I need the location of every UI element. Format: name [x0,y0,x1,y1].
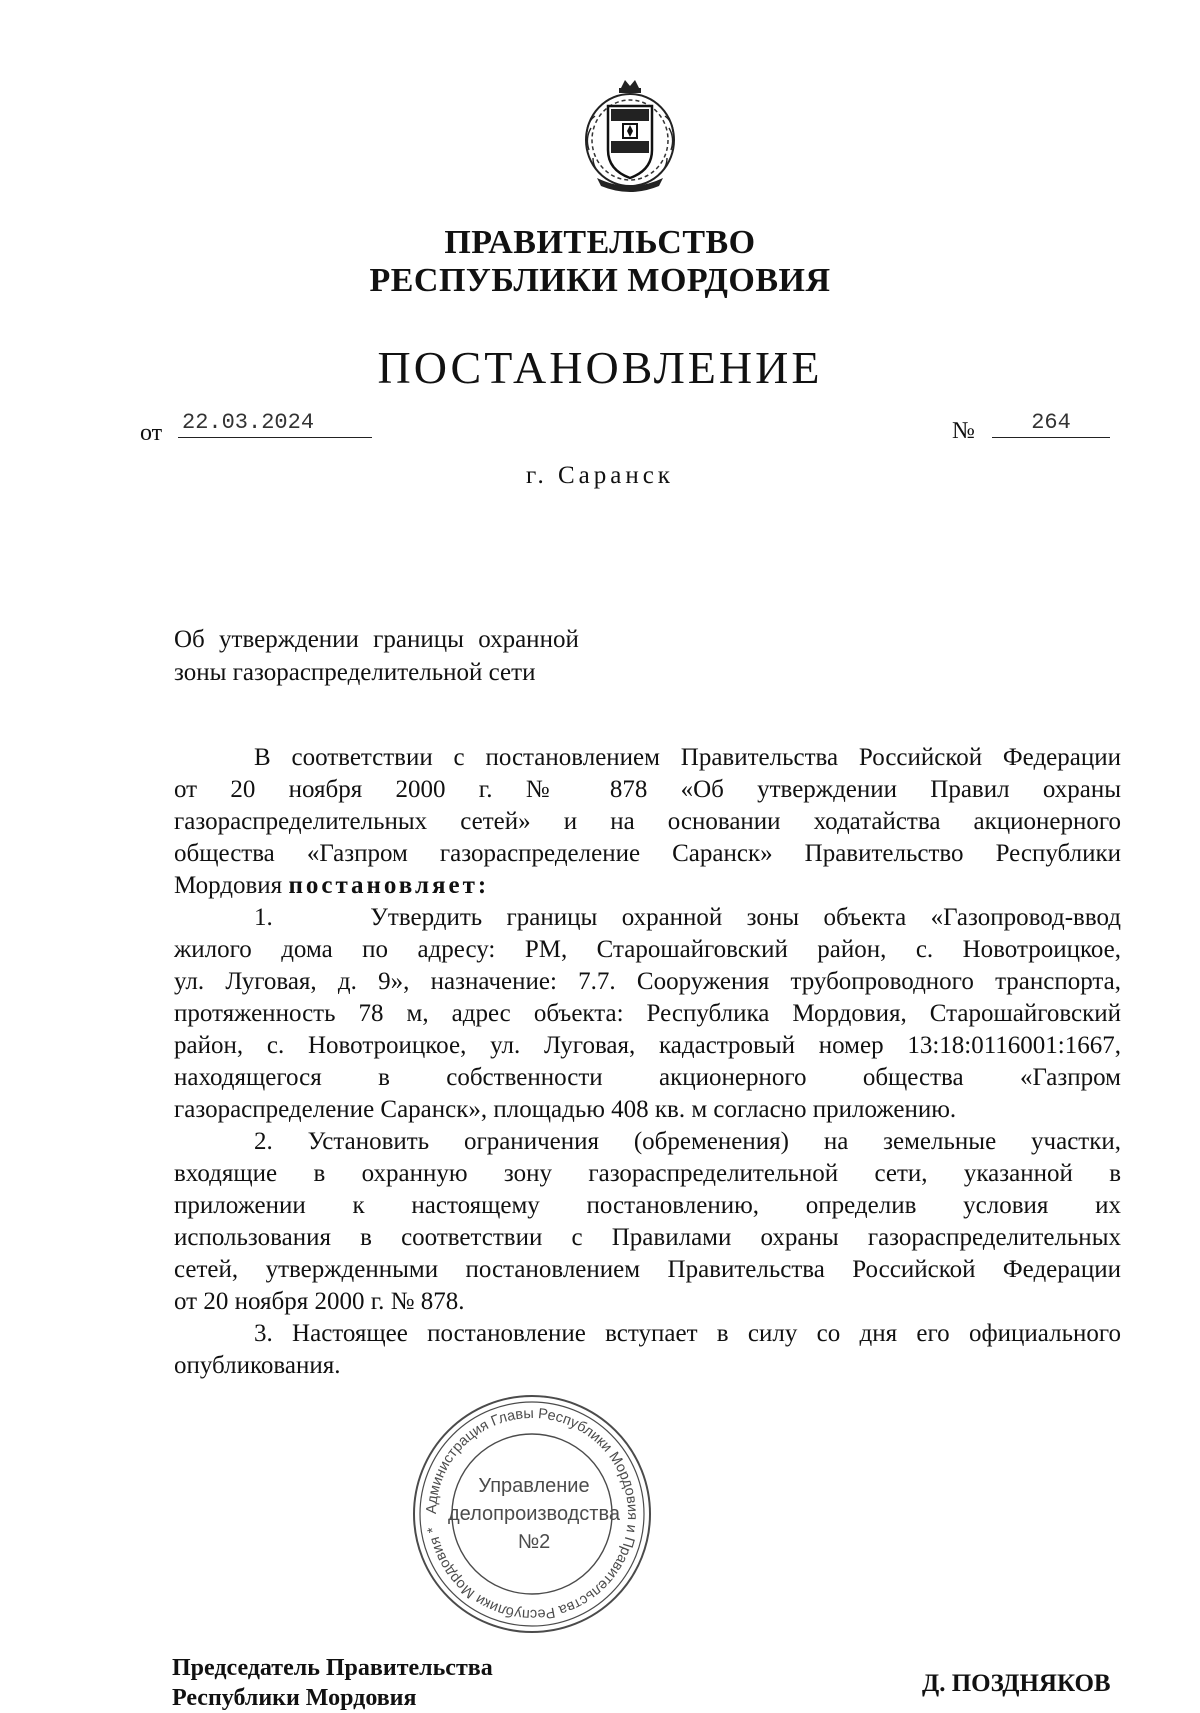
preamble-line: от 20 ноября 2000 г. № 878 «Об утверждении Правил охраны [174,776,1121,803]
government-title-line1: ПРАВИТЕЛЬСТВО [444,224,756,261]
official-stamp [410,1392,654,1636]
item1-line: 1. Утвердить границы охранной зоны объекта «Газопровод-ввод [254,904,1121,931]
item2-line: 2. Установить ограничения (обременения) на земельные участки, [254,1128,1121,1155]
decree-word: постановляет: [288,872,490,899]
preamble-last-line [174,870,1121,902]
item2-line: приложении к настоящему постановлению, определив условия их [174,1192,1121,1219]
document-type-title: ПОСТАНОВЛЕНИЕ [377,342,823,393]
item1-line: район, с. Новотроицкое, ул. Луговая, кадастровый номер 13:18:0116001:1667, [174,1032,1121,1059]
number-prefix: № [952,418,975,444]
document-subject [174,623,654,689]
stamp-ring-text: Администрация Главы Республики Мордовия и Правительства Республики Мордовия * [423,1405,641,1623]
document-date: 22.03.2024 [178,410,372,438]
item1-line: протяженность 78 м, адрес объекта: Республика Мордовия, Старошайговский [174,1000,1121,1027]
subject-line2: зоны газораспределительной сети [174,659,536,686]
stamp-seal-icon [410,1392,654,1636]
signatory-title-line1: Председатель Правительства [172,1655,493,1681]
item3-last-line: опубликования. [174,1352,341,1379]
signatory-title-line2: Республики Мордовия [172,1685,417,1711]
government-title-line2: РЕСПУБЛИКИ МОРДОВИЯ [369,262,831,299]
document-number: 264 [992,410,1110,438]
item2-line: сетей, утвержденными постановлением Правительства Российской Федерации [174,1256,1121,1283]
coat-of-arms-emblem [575,78,685,196]
item2-last-line: от 20 ноября 2000 г. № 878. [174,1288,465,1315]
item2-line: входящие в охранную зону газораспределительной сети, указанной в [174,1160,1121,1187]
preamble-line: В соответствии с постановлением Правительства Российской Федерации [254,744,1121,771]
preamble-last: Мордовия [174,872,283,899]
item1-line: ул. Луговая, д. 9», назначение: 7.7. Сооружения трубопроводного транспорта, [174,968,1121,995]
city-line: г. Саранск [526,462,674,489]
coat-of-arms-icon [575,78,685,196]
document-body [174,742,1121,1382]
preamble-line: общества «Газпром газораспределение Саранск» Правительство Республики [174,840,1121,867]
signatory-title [172,1653,493,1713]
date-prefix: от [140,420,163,446]
stamp-center-line3: №2 [517,1531,551,1553]
item1-last-line: газораспределение Саранск», площадью 408 кв. м согласно приложению. [174,1096,957,1123]
item1-line: жилого дома по адресу: РМ, Старошайговский район, с. Новотроицкое, [174,936,1121,963]
preamble-line: газораспределительных сетей» и на основании ходатайства акционерного [174,808,1121,835]
item3-line: 3. Настоящее постановление вступает в силу со дня его официального [254,1320,1121,1347]
stamp-center-line2: делопроизводства [447,1503,621,1525]
signatory-name: Д. ПОЗДНЯКОВ [922,1670,1111,1697]
subject-line1: Об утверждении границы охранной [174,626,579,653]
item1-line: находящегося в собственности акционерного общества «Газпром [174,1064,1121,1091]
item2-line: использования в соответствии с Правилами охраны газораспределительных [174,1224,1121,1251]
stamp-center-line1: Управление [478,1475,590,1497]
